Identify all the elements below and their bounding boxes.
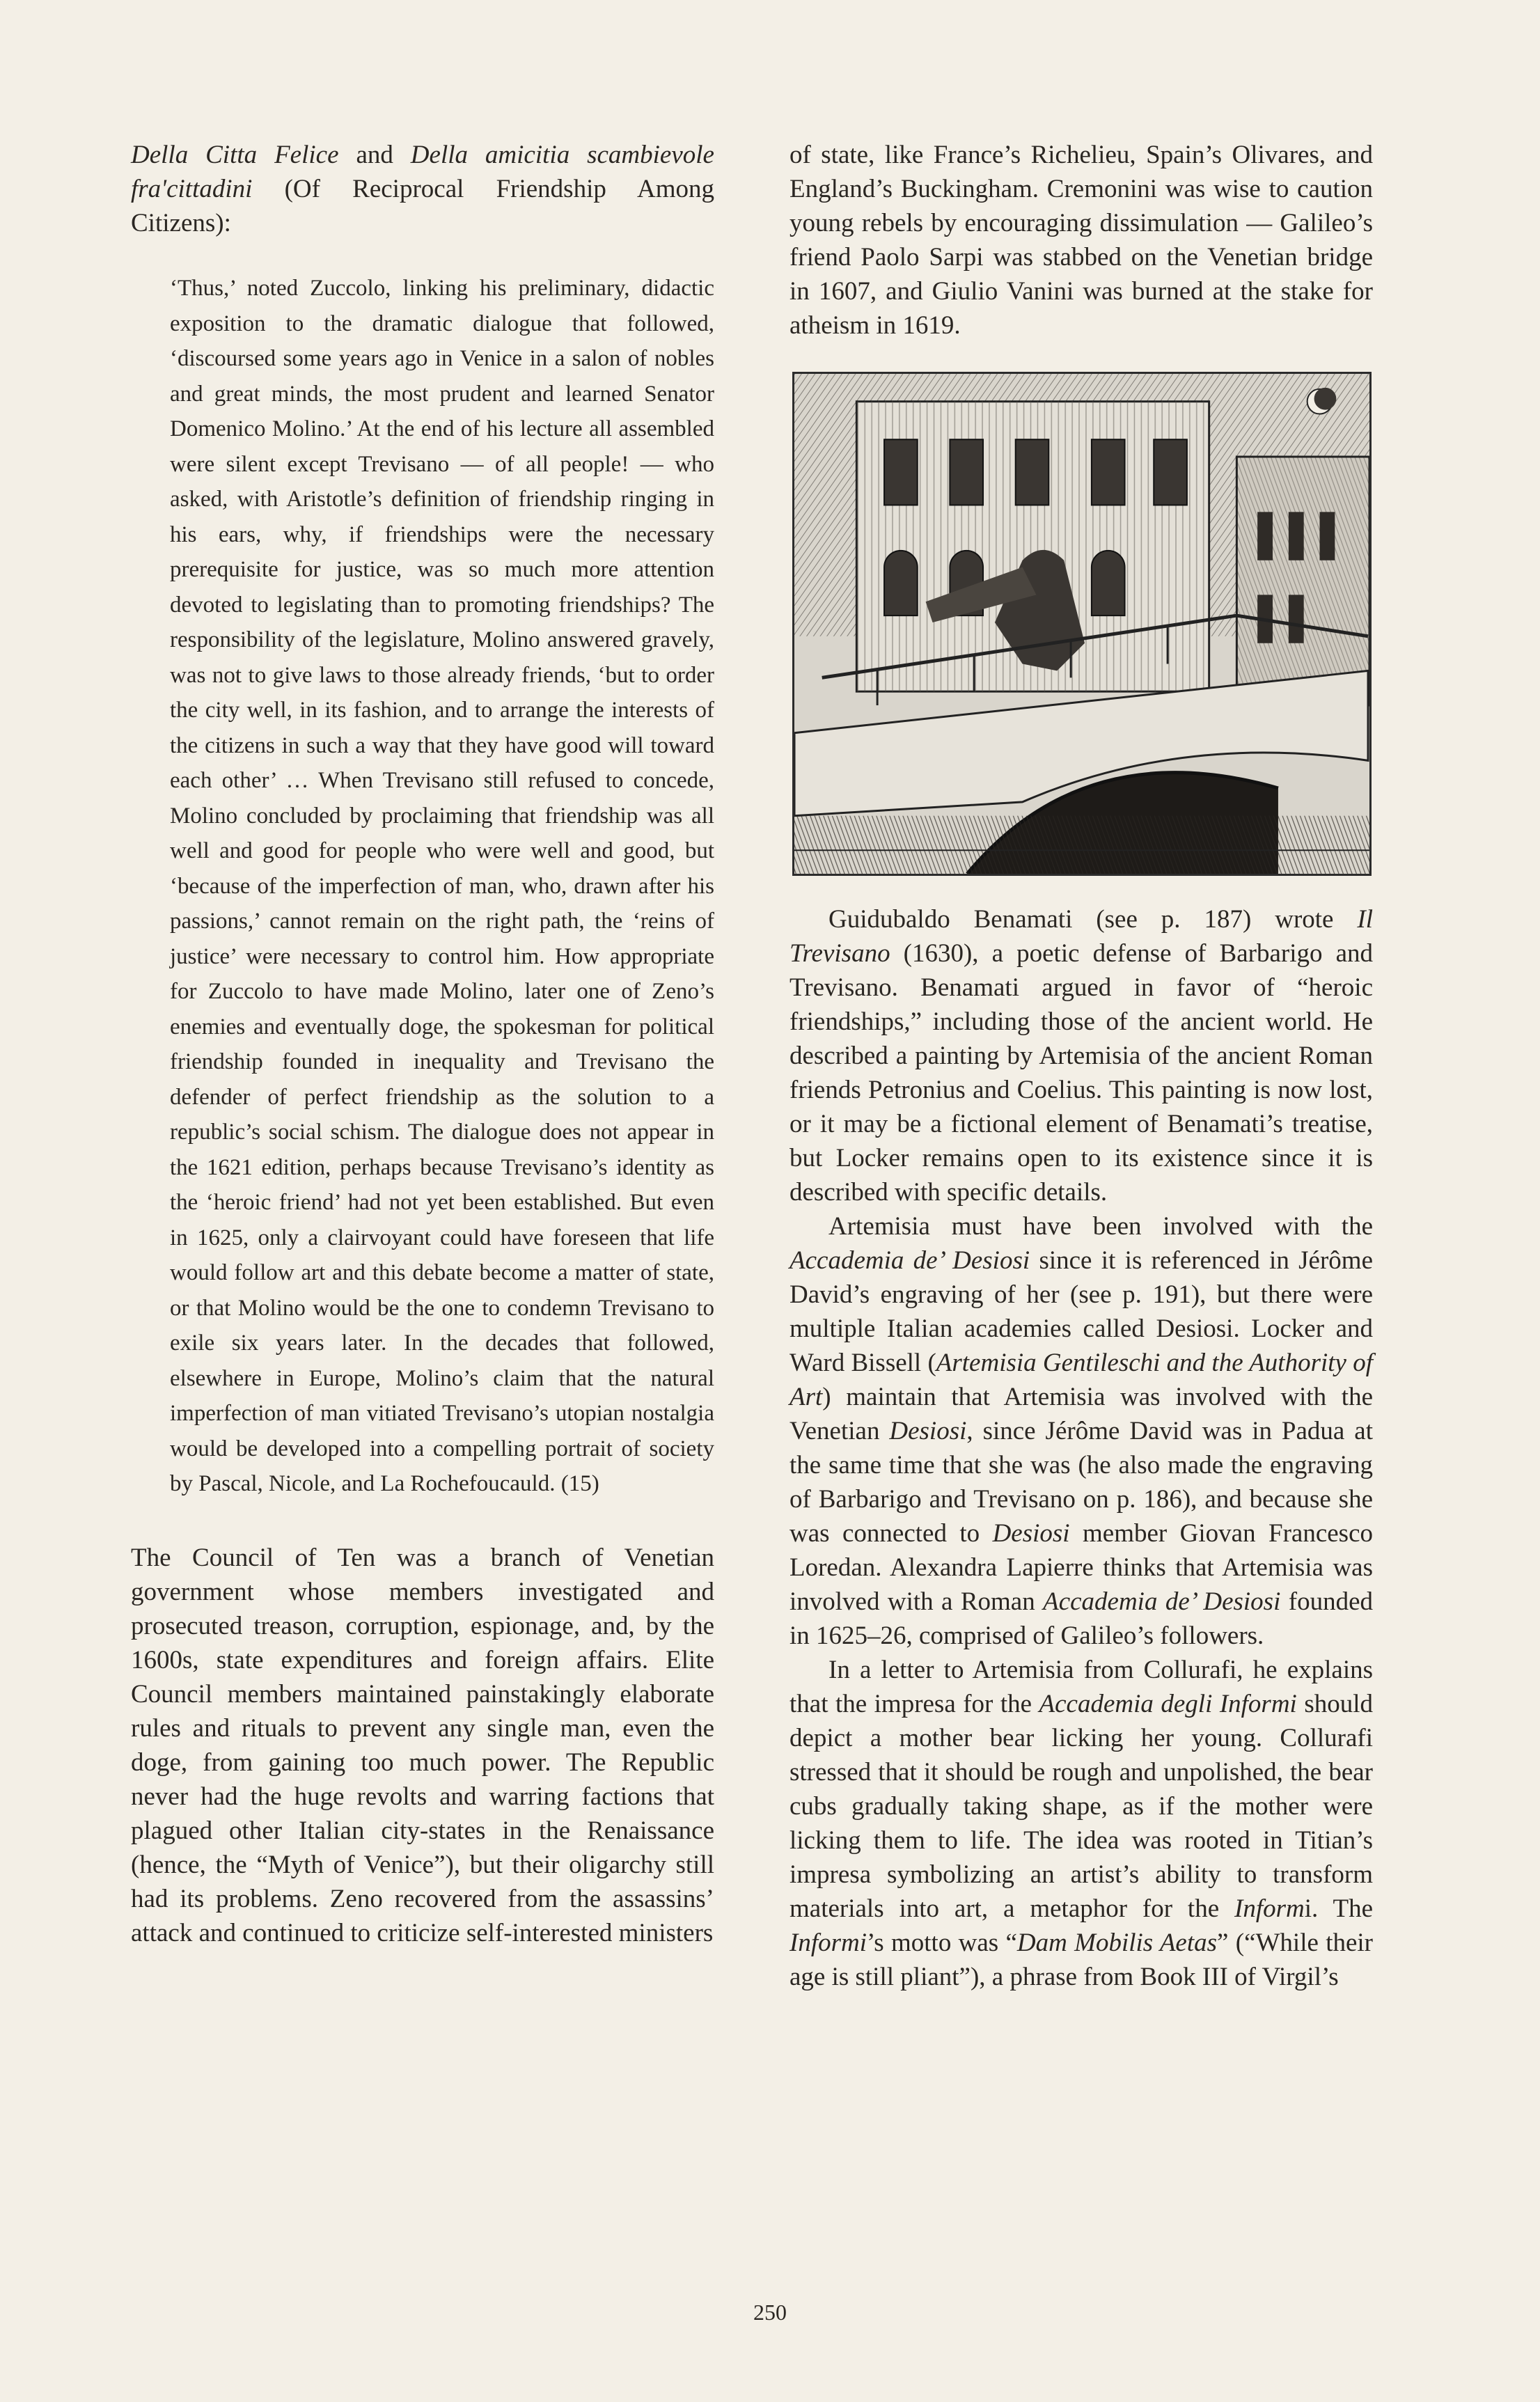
benamati-text-a: Guidubaldo Benamati (see p. 187) wrote (828, 905, 1358, 934)
desiosi-text-a: Artemisia must have been involved with the (828, 1212, 1373, 1241)
bridge-drawing (794, 374, 1369, 874)
title-accademia-informi: Accademia degli Informi (1039, 1690, 1297, 1718)
right-column (789, 138, 1373, 1994)
title-il-trevisano: Il Trevisano (789, 905, 1373, 968)
informi-paragraph (789, 1653, 1373, 1994)
term-desiosi-member: Desiosi (992, 1519, 1070, 1548)
desiosi-text-f: founded in 1625–26, comprised of Galileo’s followers. (789, 1587, 1373, 1650)
council-of-ten-paragraph: The Council of Ten was a branch of Venetian government whose members investigated and prosecuted treason, corruption, espionage, and, by the 1600s, state expenditures and foreign affairs. Elite Council members maintained painstakingly elaborate rules and rituals to prevent any single man, even the doge, from gaining too much power. The Republic never had the huge revolts and warring factions that plagued other Italian city-states in the Renaissance (hence, the “Myth of Venice”), but their oligarchy still had its problems. Zeno recovered from the assassins’ attack and continued to criticize self-interested ministers (131, 1543, 714, 1947)
book-title-amicitia: Della amicitia scambievole fra'cittadini (131, 141, 714, 203)
page-number: 250 (753, 2300, 787, 2325)
informi-text-a: In a letter to Artemisia from Collurafi, he explains that the impresa for the (789, 1656, 1373, 1718)
informi-text-e: ” (“While their age is still pliant”), a phrase from Book III of Virgil’s (789, 1929, 1374, 1991)
desiosi-text-d: , since Jérôme David was in Padua at the same time that she was (he also made the engraving of Barbarigo and Trevisano on p. 186), and because she was connected to (789, 1417, 1373, 1548)
left-column (131, 138, 714, 1950)
benamati-text-b: (1630), a poetic defense of Barbarigo and Trevisano. Benamati argued in favor of “heroic friendships,” including those of the ancient world. He described a painting by Artemisia of the ancient Roman friends Petronius and Coelius. This painting is now lost, or it may be a fictional element of Benamati’s treatise, but Locker remains open to its existence since it is described with specific details. (789, 939, 1373, 1207)
book-title-citta-felice: Della Citta Felice (131, 141, 339, 169)
desiosi-paragraph (789, 1209, 1373, 1653)
term-desiosi: Desiosi (889, 1417, 967, 1445)
title-accademia-desiosi: Accademia de’ Desiosi (789, 1246, 1030, 1275)
informi-text-d: ’s motto was “ (867, 1929, 1017, 1957)
desiosi-text-c: ) maintain that Artemisia was involved with the Venetian (789, 1383, 1373, 1445)
desiosi-text-b: since it is referenced in Jérôme David’s engraving of her (see p. 191), but there were multiple Italian academies called Desiosi. Locker and Ward Bissell ( (789, 1246, 1373, 1377)
motto-latin: Dam Mobilis Aetas (1016, 1929, 1218, 1957)
intro-and: and (338, 141, 411, 169)
intro-rest: (Of Reciprocal Friendship Among Citizens): (131, 175, 714, 237)
informi-text-c: i. The (1304, 1894, 1374, 1923)
informi-text-b: should depict a mother bear licking her young. Collurafi stressed that it should be rough and unpolished, the bear cubs gradually taking shape, as if the mother were licking them to life. The idea was rooted in Titian’s impresa symbolizing an artist’s ability to transform materials into art, a metaphor for the (789, 1690, 1373, 1923)
continuation-paragraph: of state, like France’s Richelieu, Spain’s Olivares, and England’s Buckingham. Cremonini was wise to caution young rebels by encouraging dissimulation — Galileo’s friend Paolo Sarpi was stabbed on the Venetian bridge in 1607, and Giulio Vanini was burned at the stake for atheism in 1619. (789, 141, 1373, 340)
desiosi-text-e: member Giovan Francesco Loredan. Alexandra Lapierre thinks that Artemisia was involved with a Roman (789, 1519, 1373, 1616)
term-informi: Inform (1234, 1894, 1305, 1923)
title-roman-accademia: Accademia de’ Desiosi (1043, 1587, 1281, 1616)
benamati-paragraph (789, 902, 1373, 1209)
block-quote: ‘Thus,’ noted Zuccolo, linking his preliminary, didactic exposition to the dramatic dialogue that followed, ‘discoursed some years ago in Venice in a salon of nobles and great minds, the most prudent and learned Senator Domenico Molino.’ At the end of his lecture all assembled were silent except Trevisano — of all people! — who asked, with Aristotle’s definition of friendship ringing in his ears, why, if friendships were the necessary prerequisite for justice, was so much more attention devoted to legislating than to promoting friendships? The responsibility of the legislature, Molino answered gravely, was not to give laws to those already friends, ‘but to order the city well, in its fashion, and to arrange the interests of the citizens in such a way that they have good will toward each other’ … When Trevisano still refused to concede, Molino concluded by proclaiming that friendship was all well and good for people who were well and good, but ‘because of the imperfection of man, who, drawn after his passions,’ cannot remain on the right path, the ‘reins of justice’ were necessary to control him. How appropriate for Zuccolo to have made Molino, later one of Zeno’s enemies and eventually doge, the spokesman for political friendship founded in inequality and Trevisano the defender of perfect friendship as the solution to a republic’s social schism. The dialogue does not appear in the 1621 edition, perhaps because Trevisano’s identity as the ‘heroic friend’ had not yet been established. But even in 1625, only a clairvoyant could have foreseen that life would follow art and this debate become a matter of state, or that Molino would be the one to condemn Trevisano to exile six years later. In the decades that followed, elsewhere in Europe, Molino’s claim that the natural imperfection of man vitiated Trevisano’s utopian nostalgia would be developed into a compelling portrait of society by Pascal, Nicole, and La Rochefoucauld. (15) (170, 276, 714, 1496)
venice-bridge-illustration (792, 372, 1372, 876)
intro-paragraph (131, 138, 714, 240)
title-authority-of-art: Artemisia Gentileschi and the Authority of Art (789, 1349, 1374, 1411)
term-informi-possessive: Informi (789, 1929, 867, 1957)
